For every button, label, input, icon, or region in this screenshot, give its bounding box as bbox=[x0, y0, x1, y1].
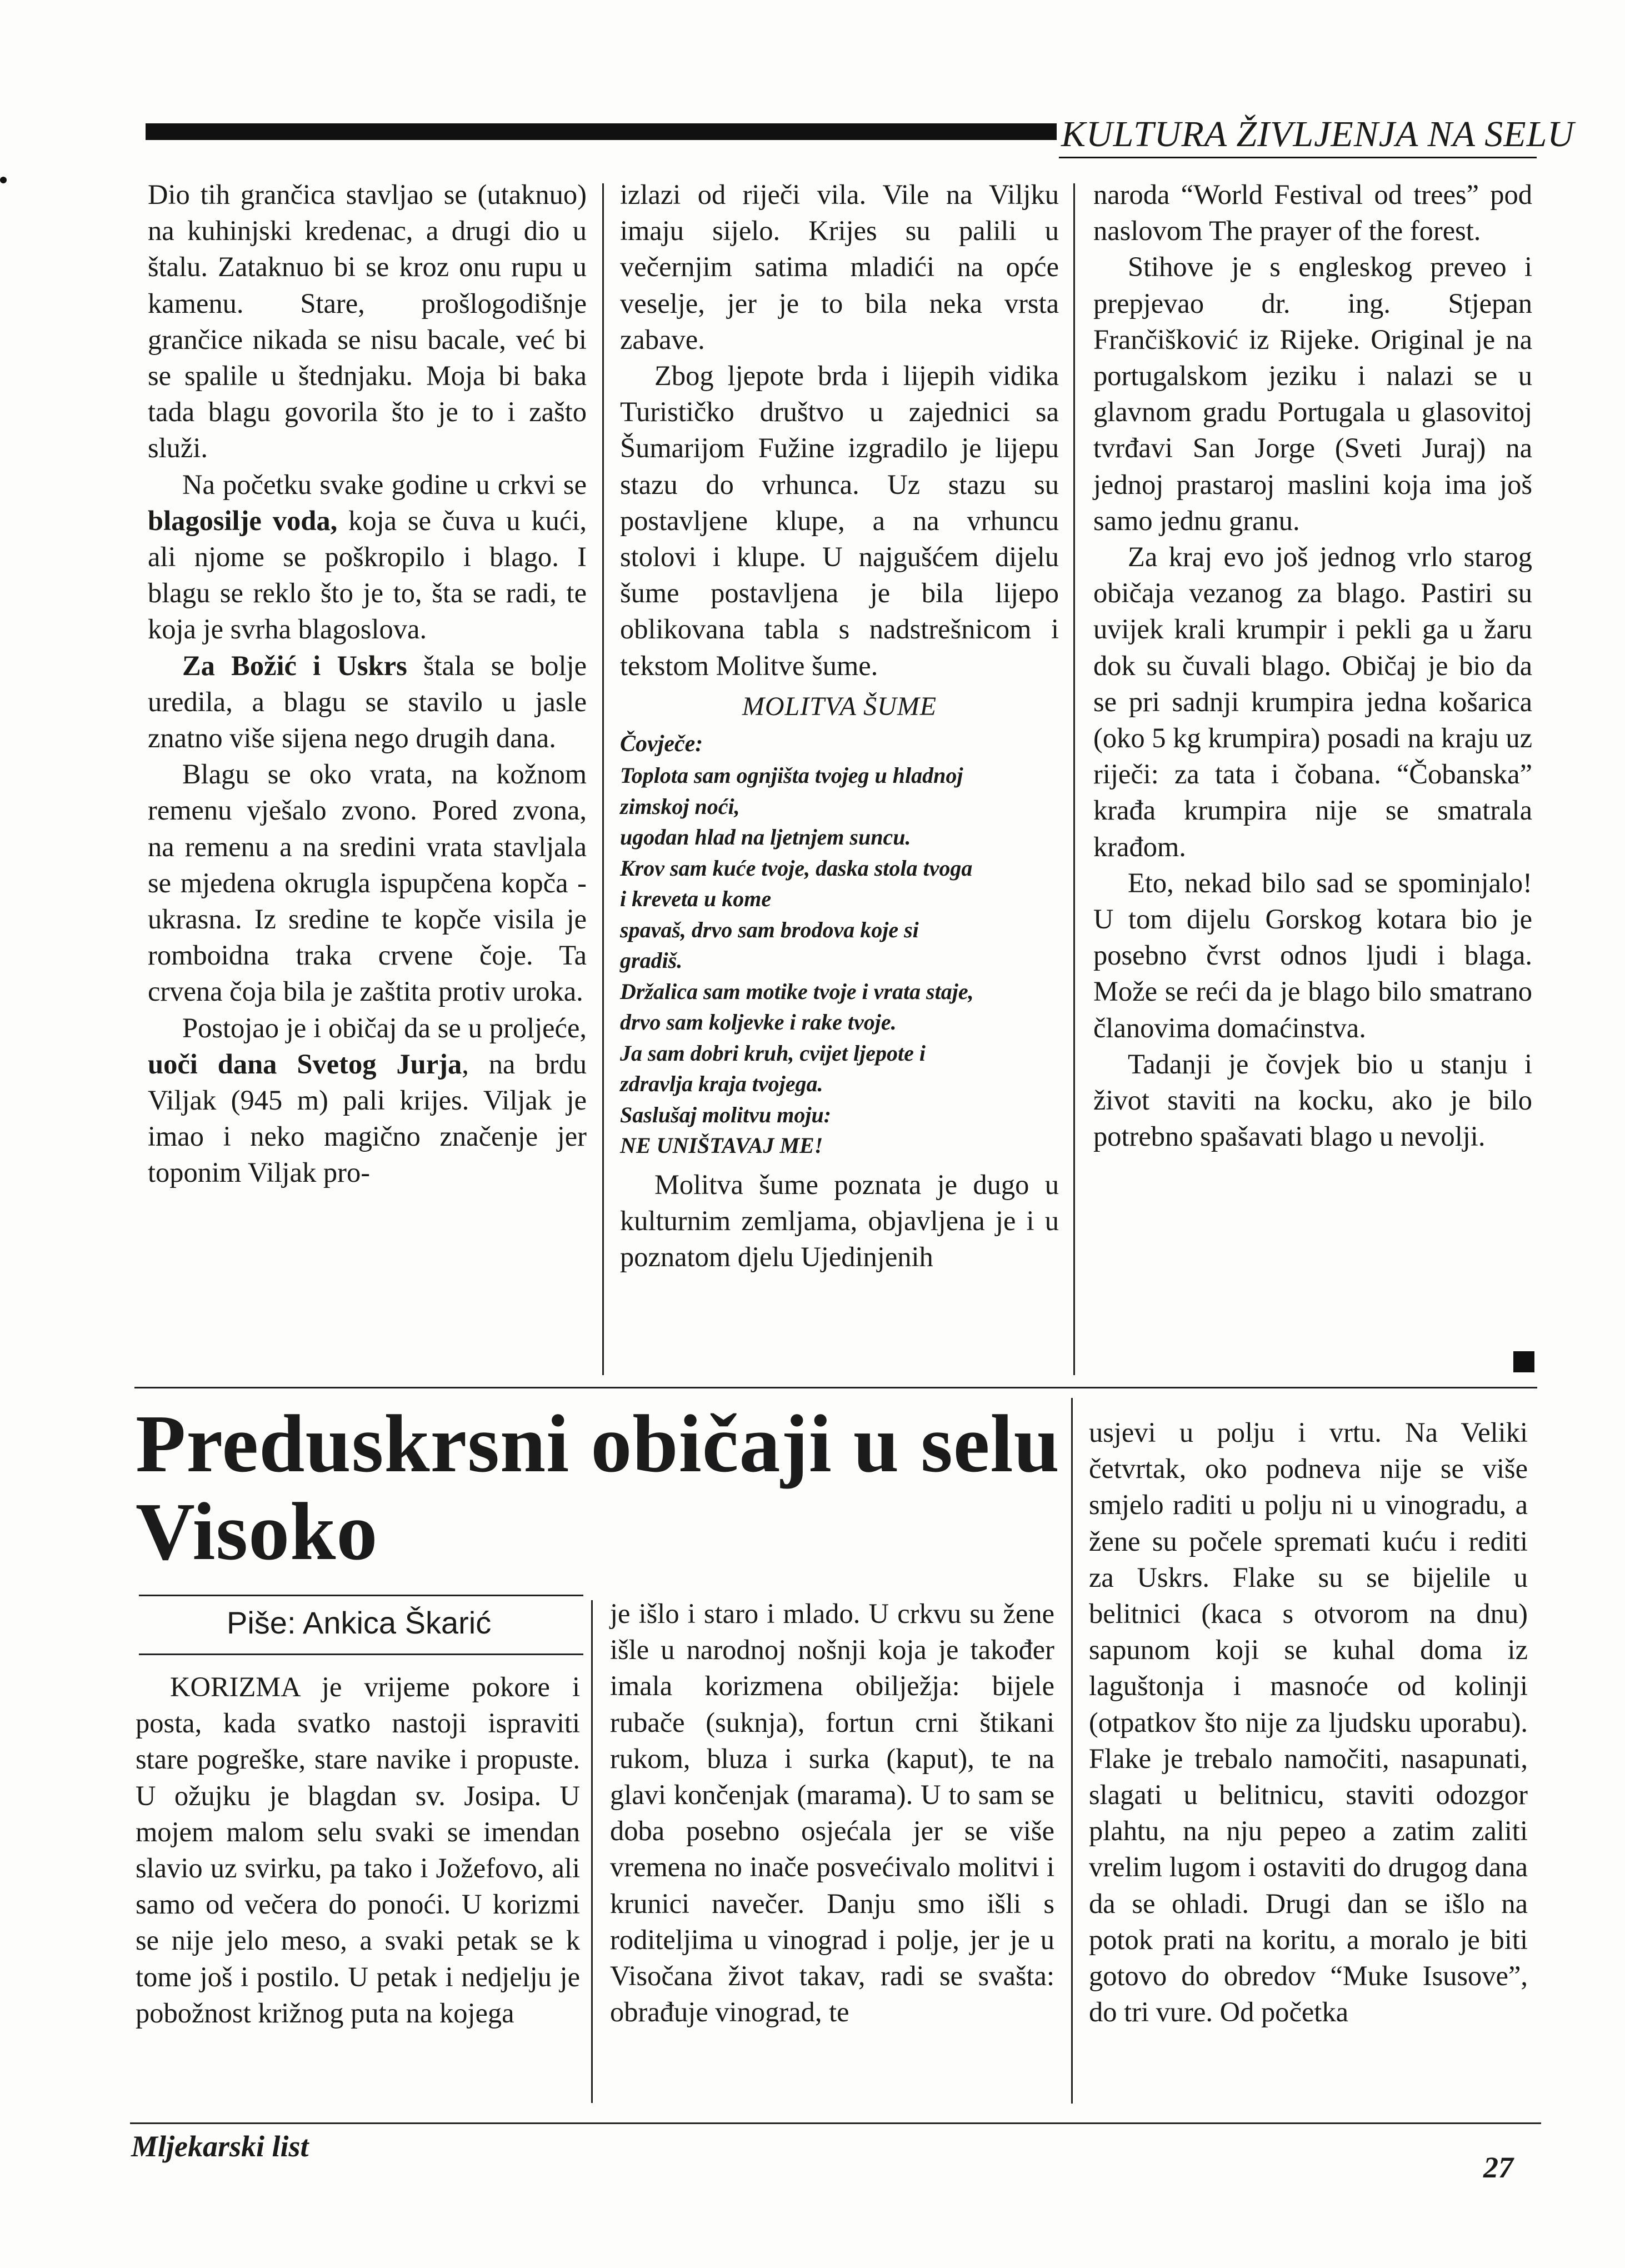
paragraph bbox=[148, 648, 587, 757]
byline-rule bbox=[139, 1653, 583, 1655]
header-bar bbox=[146, 123, 1057, 140]
text-run: Postojao je i običaj da se u proljeće, bbox=[182, 1012, 587, 1043]
paragraph: Zbog ljepote brda i lijepih vidika Turističko društvo u zajednici sa Šumarijom Fužine izgradilo je lijepu stazu do vrhunca. Uz stazu su postavljene klupe, a na vrhuncu stolovi i klupe. U najgušćem dijelu šume postavljena je bila lijepo oblikovana tabla s nadstrešnicom i tekstom Molitve šume. bbox=[620, 360, 1059, 681]
bold-text: uoči dana Svetog Jurja bbox=[148, 1048, 462, 1080]
byline-rule bbox=[139, 1595, 583, 1596]
column-divider bbox=[1073, 183, 1075, 1375]
publication-name: Mljekarski list bbox=[131, 2130, 309, 2163]
paragraph: Dio tih grančica stavljao se (utaknuo) na kuhinjski kredenac, a drugi dio u štalu. Zataknuo bi se kroz onu rupu u kamenu. Stare, prošlogodišnje grančice nikada se nisu bacale, već bi se spalile u štednjaku. Moja bi baka tada blagu govorila što je to i zašto služi. bbox=[148, 179, 587, 464]
paragraph: je išlo i staro i mlado. U crkvu su žene išle u narodnoj nošnji koja je također imala korizmena obilježja: bijele rubače (suknja), fortun crni štikani rukom, bluza i surka (kaput), te na glavi končenjak (marama). U to sam se doba posebno osjećala jer se više vremena no inače posvećivalo molitvi i krunici navečer. Danju smo išli s roditeljima u vinograd i polje, jer je u Visočana život takav, radi se svašta: obrađuje vinograd, te bbox=[610, 1598, 1054, 2028]
poem-line: spavaš, drvo sam brodova koje si bbox=[620, 917, 919, 942]
byline: Piše: Ankica Škarić bbox=[227, 1605, 492, 1640]
margin-mark bbox=[0, 177, 7, 183]
poem-line: i kreveta u kome bbox=[620, 886, 772, 912]
paragraph: Stihove je s engleskog preveo i prepjevao dr. ing. Stjepan Frančišković iz Rijeke. Original je na portugalskom jeziku i nalazi se u glavnom gradu Portugala u glasovitoj tvrđavi San Jorge (Sveti Juraj) na jednoj prastaroj maslini koja ima još samo jednu granu. bbox=[1093, 251, 1532, 536]
poem-line: ugodan hlad na ljetnjem suncu. bbox=[620, 825, 911, 850]
end-of-article-mark bbox=[1513, 1351, 1534, 1372]
poem-body bbox=[620, 760, 1059, 1161]
article-title: Preduskrsni običaji u selu Visoko bbox=[136, 1398, 1060, 1577]
bold-text: blagosilje voda, bbox=[148, 504, 338, 536]
paragraph: Za kraj evo još jednog vrlo starog običaja vezanog za blago. Pastiri su uvijek krali krumpir i pekli ga u žaru dok su čuvali blago. Običaj je bio da se pri sadnji krumpira jedna košarica (oko 5 kg krumpira) posadi na kraju uz riječi: za tata i čobana. “Čobanska” krađa krumpira nije se smatrala krađom. bbox=[1093, 541, 1532, 862]
article2-column3 bbox=[1089, 1415, 1528, 2030]
paragraph: KORIZMA je vrijeme pokore i posta, kada svatko nastoji ispraviti stare pogreške, stare navike i propuste. U ožujku je blagdan sv. Josipa. U mojem malom selu svaki se imendan slavio uz svirku, pa tako i Jožefovo, ali samo od večera do ponoći. U korizmi se nije jelo meso, a svaki petak se k tome još i postilo. U petak i nedjelju je pobožnost križnog puta na kojega bbox=[136, 1671, 580, 2029]
poem-line: gradiš. bbox=[620, 948, 683, 973]
poem-line: Saslušaj molitvu moju: bbox=[620, 1102, 832, 1127]
text-run: štala se bolje uredila, a blagu se stavilo u jasle znatno više sijena nego drugih dana. bbox=[148, 650, 587, 754]
section-divider bbox=[134, 1387, 1537, 1388]
article1-column2 bbox=[620, 177, 1059, 1275]
column-divider bbox=[1071, 1398, 1073, 2104]
section-title: KULTURA ŽIVLJENJA NA SELU bbox=[1061, 114, 1574, 154]
paragraph: usjevi u polju i vrtu. Na Veliki četvrtak, oko podneva nije se više smjelo raditi u polju ni u vinogradu, a žene su počele spremati kuću i rediti za Uskrs. Flake su se bijelile u belitnici (kaca s otvorom na dnu) sapunom koji se kuhal doma iz laguštonja i masnoće od kolinji (otpatkov što nije za ljudsku uporabu). Flake je trebalo namočiti, nasapunati, slagati u belitnicu, staviti odozgor plahtu, na nju pepeo a zatim zaliti vrelim lugom i ostaviti do drugog dana da se ohladi. Drugi dan se išlo na potok prati na koritu, a moralo je biti gotovo do obredov “Muke Isusove”, do tri vure. Od početka bbox=[1089, 1417, 1528, 2028]
paragraph: izlazi od riječi vila. Vile na Viljku imaju sijelo. Krijes su palili u večernjim satima mladići na opće veselje, jer je to bila neka vrsta zabave. bbox=[620, 179, 1059, 355]
poem-line: zimskoj noći, bbox=[620, 793, 740, 819]
page-number: 27 bbox=[1483, 2151, 1513, 2184]
footer-rule bbox=[130, 2122, 1541, 2124]
paragraph: Tadanji je čovjek bio u stanju i život staviti na kocku, ako je bilo potrebno spašavati blago u nevolji. bbox=[1093, 1048, 1532, 1152]
paragraph: Molitva šume poznata je dugo u kulturnim zemljama, objavljena je i u poznatom djelu Ujedinjenih bbox=[620, 1168, 1059, 1272]
text-run: Na početku svake godine u crkvi se bbox=[182, 468, 587, 500]
paragraph bbox=[148, 467, 587, 648]
article1-column1 bbox=[148, 177, 587, 1191]
article2-column1 bbox=[136, 1669, 580, 2031]
column-divider bbox=[602, 183, 604, 1375]
paragraph: naroda “World Festival od trees” pod naslovom The prayer of the forest. bbox=[1093, 179, 1532, 247]
text-run: koja se čuva u kući, ali njome se poškropilo i blago. I blagu se reklo što je to, šta se radi, te koja je svrha blagoslova. bbox=[148, 504, 587, 645]
article1-column3 bbox=[1093, 177, 1532, 1155]
paragraph: Eto, nekad bilo sad se spominjalo! U tom dijelu Gorskog kotara bio je posebno čvrst odnos ljudi i blaga. Može se reći da je blago bilo smatrano članovima domaćinstva. bbox=[1093, 867, 1532, 1043]
poem-line: NE UNIŠTAVAJ ME! bbox=[620, 1133, 823, 1158]
poem-line: drvo sam koljevke i rake tvoje. bbox=[620, 1010, 897, 1035]
header-rule bbox=[1059, 157, 1537, 158]
poem-line: Krov sam kuće tvoje, daska stola tvoga bbox=[620, 855, 973, 881]
paragraph: Blagu se oko vrata, na kožnom remenu vješalo zvono. Pored zvona, na remenu a na sredini vrata stavljala se mjedena okrugla ispupčena kopča - ukrasna. Iz sredine te kopče visila je romboidna traka crvene čoje. Ta crvena čoja bila je zaštita protiv uroka. bbox=[148, 758, 587, 1007]
text-run: , na brdu Viljak (945 m) pali krijes. Viljak je imao i neko magično značenje jer toponim Viljak pro- bbox=[148, 1048, 587, 1188]
poem-line: Držalica sam motike tvoje i vrata staje, bbox=[620, 978, 974, 1004]
poem-line: Ja sam dobri kruh, cvijet ljepote i bbox=[620, 1040, 926, 1066]
bold-text: Za Božić i Uskrs bbox=[182, 650, 407, 681]
poem-speaker: Čovječe: bbox=[620, 731, 703, 757]
column-divider bbox=[591, 1600, 593, 2103]
poem-line: zdravlja kraja tvojega. bbox=[620, 1071, 823, 1097]
poem-title: MOLITVA ŠUME bbox=[742, 691, 937, 721]
poem-line: Toplota sam ognjišta tvojeg u hladnoj bbox=[620, 763, 963, 788]
paragraph bbox=[148, 1010, 587, 1191]
article2-column2 bbox=[610, 1596, 1054, 2030]
